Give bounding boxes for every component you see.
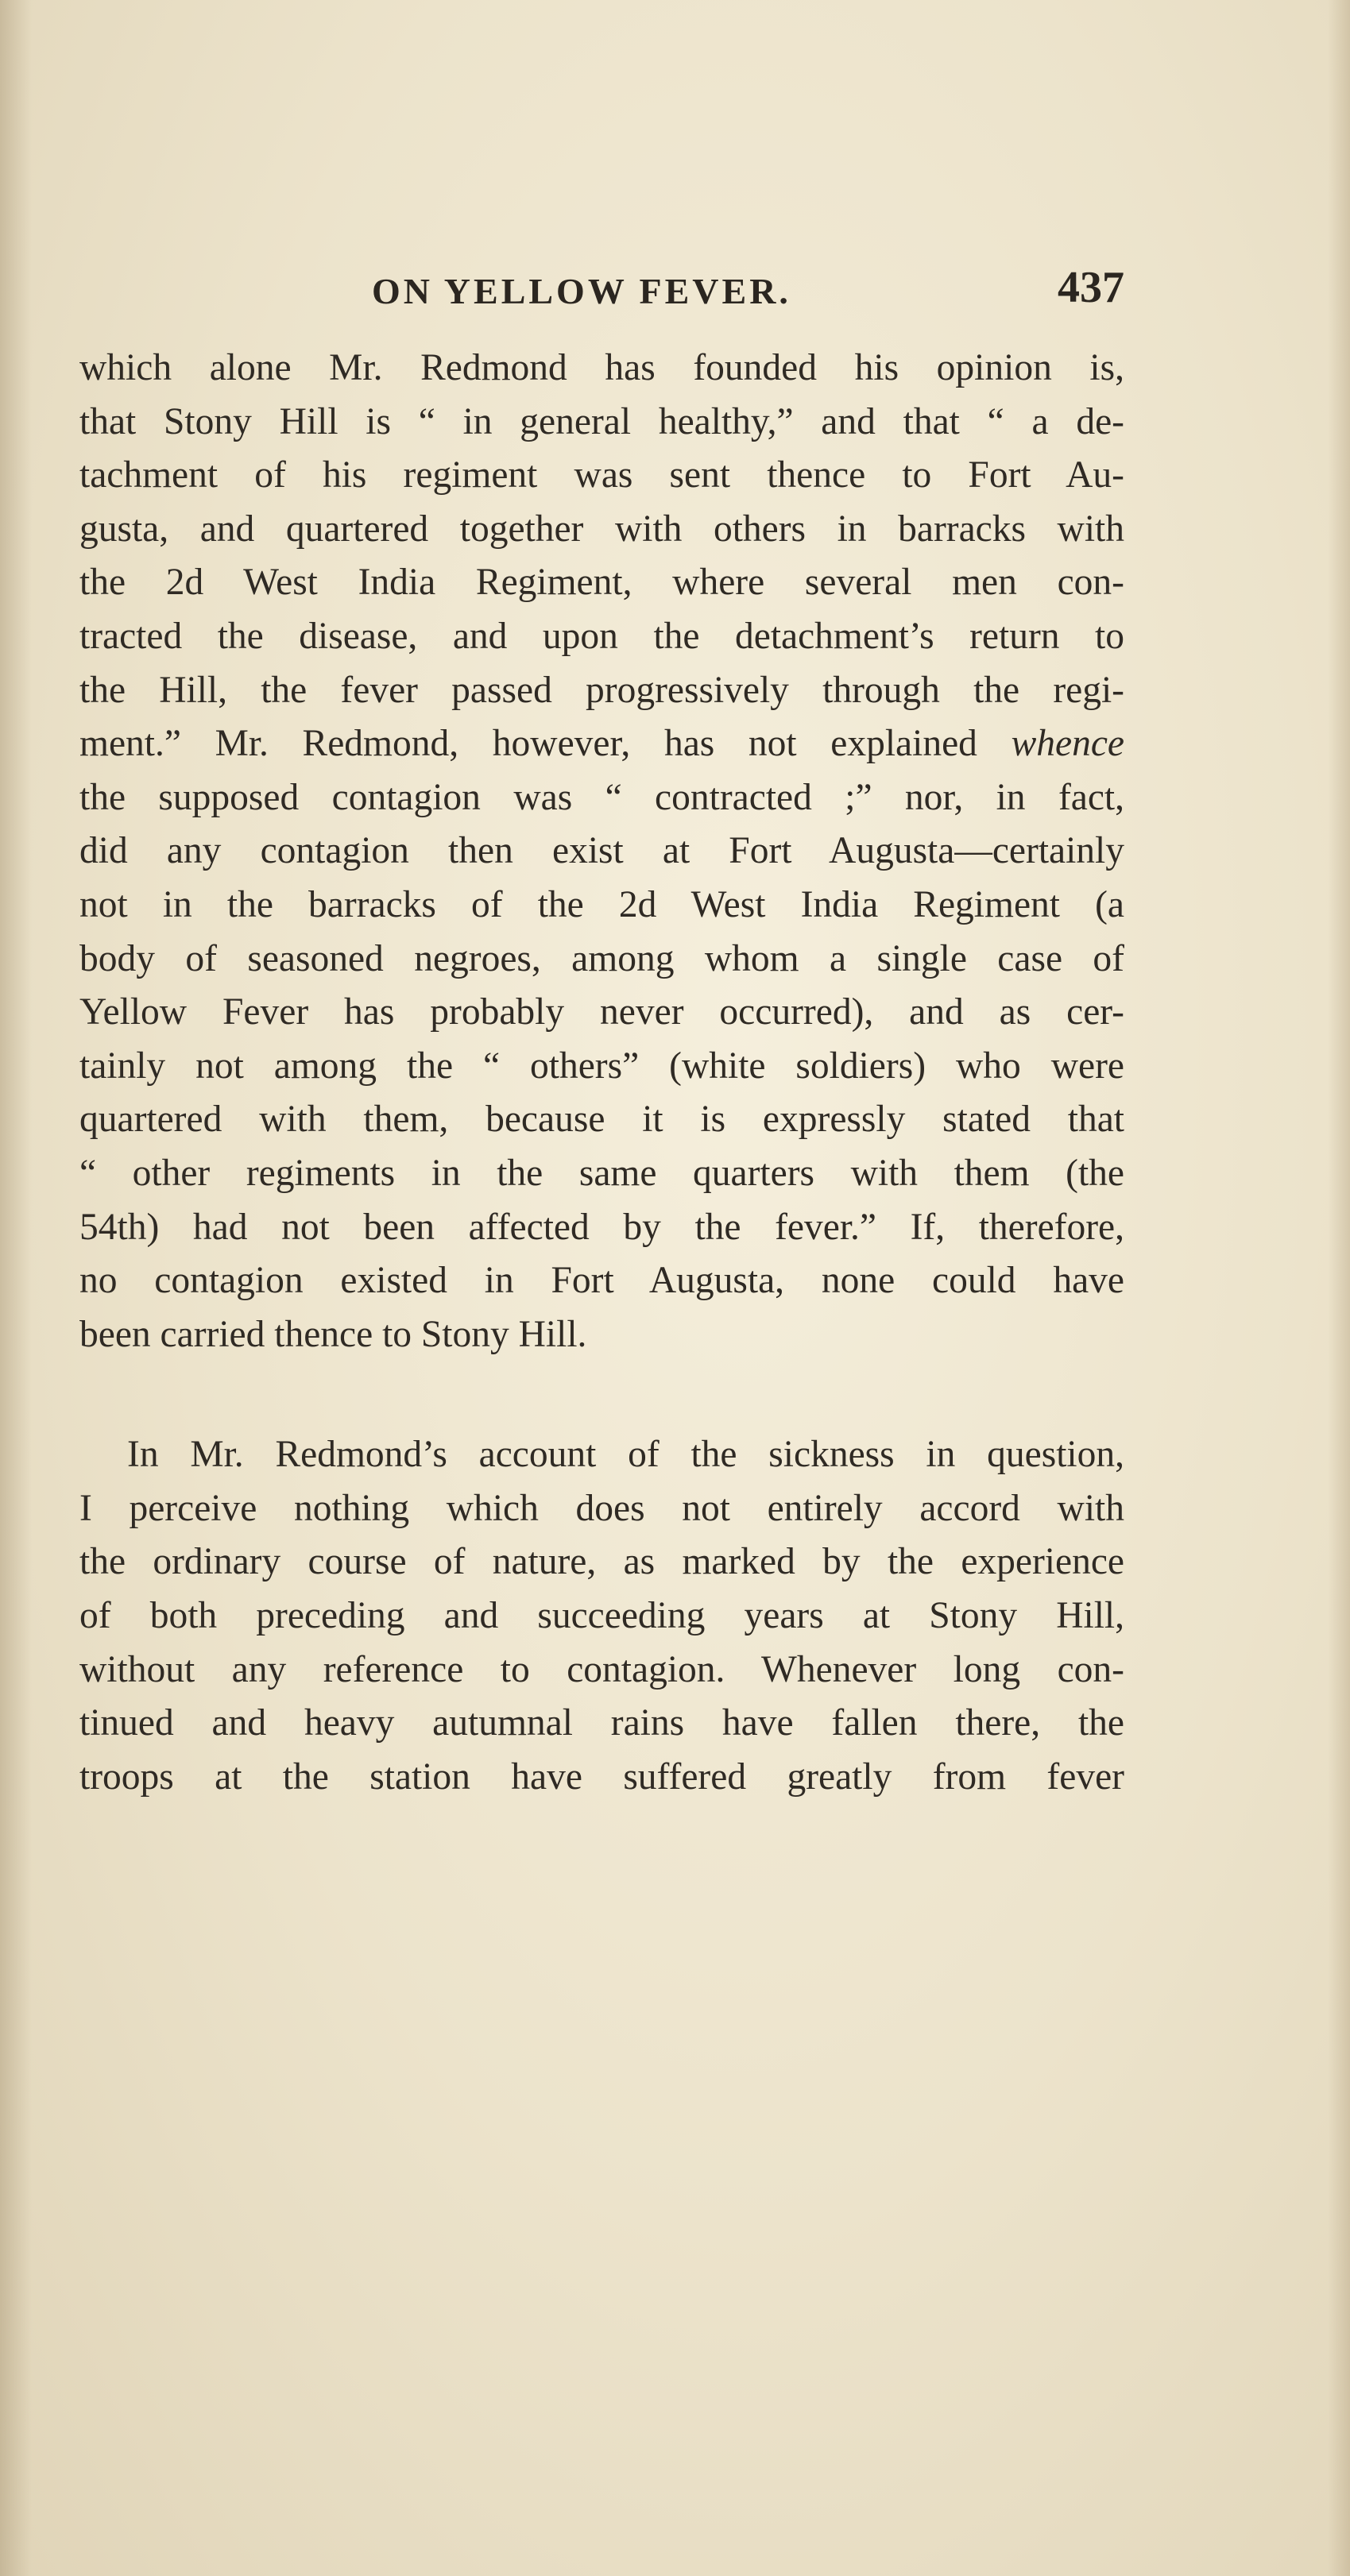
text-line: ment.” Mr. Redmond, however, has not explained whence: [79, 723, 1124, 765]
text-line: been carried thence to Stony Hill.: [79, 1313, 587, 1355]
paragraph-2: [79, 1428, 1124, 1804]
text-line: of both preceding and succeeding years at Stony Hill,: [79, 1595, 1124, 1637]
text-line: the Hill, the fever passed progressively through the regi-: [79, 669, 1124, 711]
text-line: “ other regiments in the same quarters with them (the: [79, 1152, 1124, 1194]
paragraph-1: [79, 342, 1124, 1361]
text-line: the ordinary course of nature, as marked by the experience: [79, 1541, 1124, 1583]
binding-shadow: [0, 0, 32, 2576]
italic-word: whence: [1011, 723, 1124, 765]
paragraph-gap: [79, 1361, 1124, 1428]
text-line: did any contagion then exist at Fort Augusta—certainly: [79, 830, 1124, 872]
text-line: body of seasoned negroes, among whom a single case of: [79, 937, 1124, 979]
text-line: tracted the disease, and upon the detachment’s return to: [79, 615, 1124, 657]
text-line: tainly not among the “ others” (white soldiers) who were: [79, 1045, 1124, 1087]
text-line: Yellow Fever has probably never occurred), and as cer-: [79, 991, 1124, 1033]
text-line: gusta, and quartered together with others in barracks with: [79, 508, 1124, 550]
text-line: not in the barracks of the 2d West India Regiment (a: [79, 883, 1124, 925]
text-line: tachment of his regiment was sent thence to Fort Au-: [79, 454, 1124, 496]
text-line: which alone Mr. Redmond has founded his opinion is,: [79, 347, 1124, 388]
text-line: 54th) had not been affected by the fever.” If, therefore,: [79, 1206, 1124, 1248]
page-number: 437: [1058, 263, 1124, 312]
running-head: [79, 262, 1124, 318]
text-line: quartered with them, because it is expressly stated that: [79, 1099, 1124, 1141]
body-text: [79, 342, 1124, 1804]
text-line: troops at the station have suffered greatly from fever: [79, 1755, 1124, 1798]
text-line: the 2d West India Regiment, where several men con-: [79, 562, 1124, 604]
text-line: tinued and heavy autumnal rains have fallen there, the: [79, 1702, 1124, 1744]
text-line: without any reference to contagion. Whenever long con-: [79, 1648, 1124, 1690]
page-edge-shadow: [1328, 0, 1350, 2576]
text-line: In Mr. Redmond’s account of the sickness in question,: [127, 1434, 1124, 1476]
running-title: ON YELLOW FEVER.: [372, 271, 791, 311]
text-line: that Stony Hill is “ in general healthy,” and that “ a de-: [79, 400, 1124, 442]
text-line: I perceive nothing which does not entirely accord with: [79, 1487, 1124, 1529]
text-line: the supposed contagion was “ contracted ;” nor, in fact,: [79, 776, 1124, 818]
text-line: no contagion existed in Fort Augusta, none could have: [79, 1260, 1124, 1302]
